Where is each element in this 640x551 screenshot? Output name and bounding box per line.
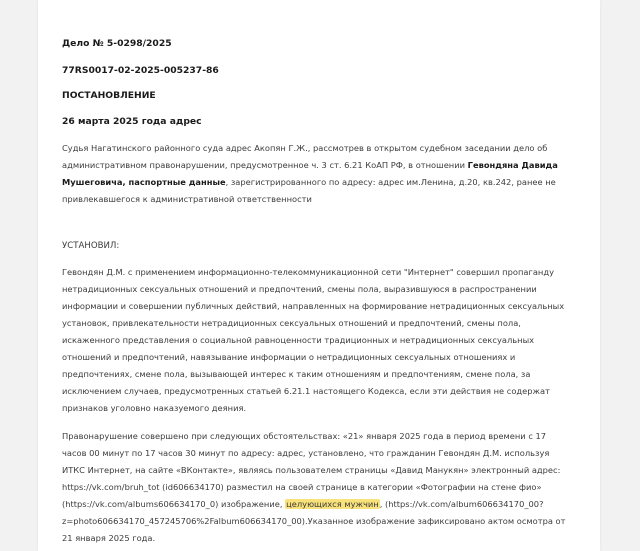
circumstances-paragraph [62, 428, 567, 547]
circumstances-text-end: , (https://vk.com/album606634170_00?z=photo606634170_457245706%2Falbum606634170_00).Указанное изображение зафиксировано актом осмотра от 21 января 2025 года. [62, 499, 566, 543]
document-type-heading: ПОСТАНОВЛЕНИЕ [62, 90, 156, 101]
intro-text-end: , зарегистрированного по адресу: адрес им.Ленина, д.20, кв.242, ранее не привлекавшегося к административной ответственности [62, 177, 556, 204]
highlighted-text: целующихся мужчин [286, 499, 379, 509]
case-number: Дело № 5-0298/2025 [62, 38, 172, 49]
established-heading: УСТАНОВИЛ: [62, 241, 120, 251]
intro-text-start: Судья Нагатинского районного суда адрес Акопян Г.Ж., рассмотрев в открытом судебном заседании дело об административном правонарушении, предусмотренное ч. 3 ст. 6.21 КоАП РФ, в отношении [62, 143, 548, 170]
violation-paragraph: Гевондян Д.М. с применением информационно-телекоммуникационной сети "Интернет" совершил пропаганду нетрадиционных сексуальных отношений и предпочтений, смены пола, выразившуюся в распространении информации и совершении публичных действий, направленных на формирование нетрадиционных сексуальных установок, привлекательности нетрадиционных сексуальных отношений и предпочтений, смены пола, искаженного представления о социальной равноценности традиционных и нетрадиционных сексуальных отношений и предпочтений, навязывание информации о нетрадиционных сексуальных отношениях и предпочтениях, смене пола, вызывающей интерес к таким отношениям и предпочтениям, смене пола, за исключением случаев, предусмотренных статьей 6.21.1 настоящего Кодекса, если эти действия не содержат признаков уголовно наказуемого деяния. [62, 267, 565, 413]
date-place: 26 марта 2025 года адрес [62, 116, 202, 127]
document-page [38, 0, 600, 551]
case-uid: 77RS0017-02-2025-005237-86 [62, 65, 219, 76]
defendant-name: Гевондяна Давида Мушеговича, паспортные данные [62, 160, 558, 187]
circumstances-text-start: Правонарушение совершено при следующих обстоятельствах: «21» января 2025 года в период времени с 17 часов 00 минут по 17 часов 30 минут по адресу: адрес, установлено, что гражданин Гевондян Д.М. используя ИТКС Интернет, на сайте «ВКонтакте», являясь пользователем страницы «Давид Манукян» электронный адрес: https://vk.com/bruh_tot (id606634170) разместил на своей странице в категории «Фотографии на стене фио» (https://vk.com/albums606634170_0) изображение, [62, 431, 561, 509]
intro-paragraph [62, 140, 567, 208]
